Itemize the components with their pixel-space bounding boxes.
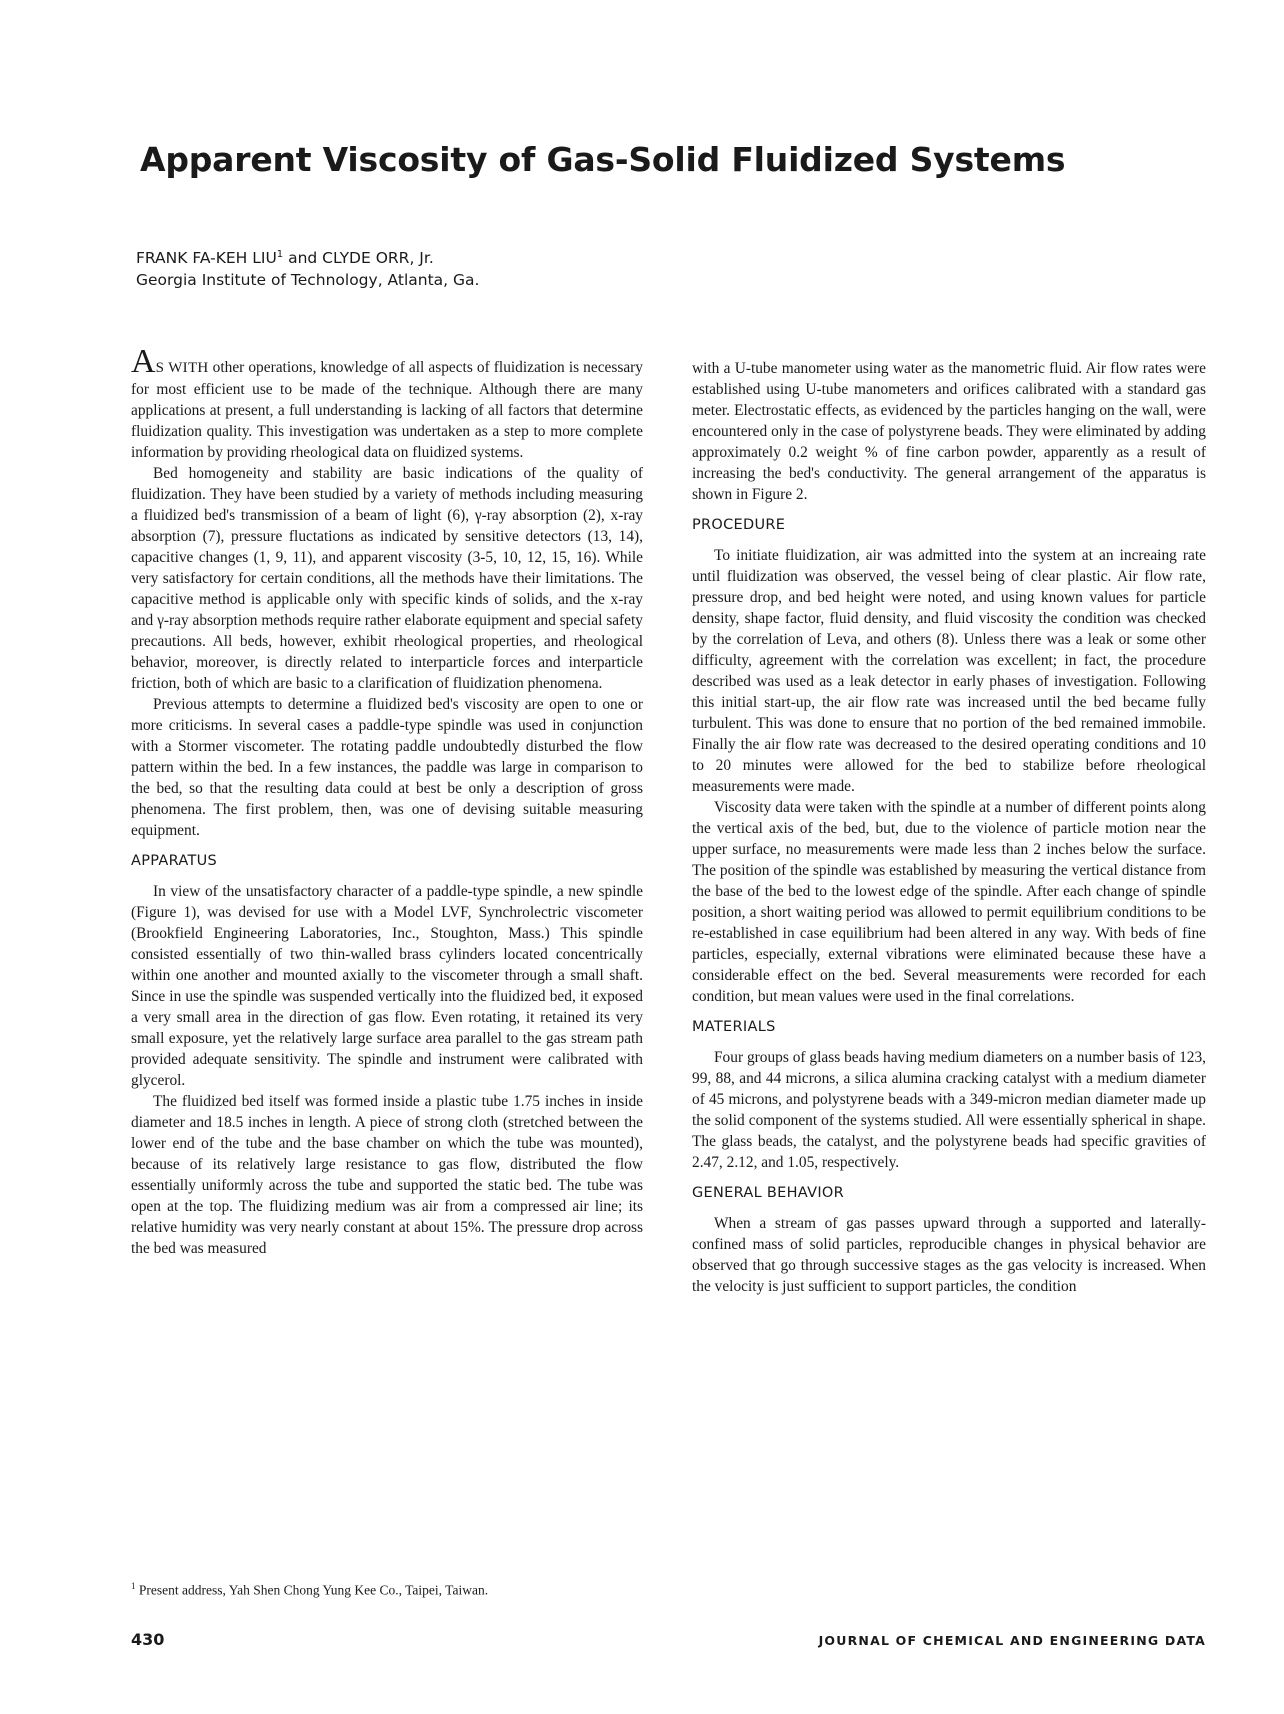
author-names bbox=[136, 244, 479, 269]
author-2-name: and CLYDE ORR, Jr. bbox=[283, 249, 434, 268]
general-behavior-paragraph-1: When a stream of gas passes upward through a supported and laterally-confined mass of solid particles, reproducible changes in physical behavior are observed that go through successive stages as the gas velocity is increased. When the velocity is just sufficient to support particles, the condition bbox=[692, 1215, 1206, 1295]
journal-name: JOURNAL OF CHEMICAL AND ENGINEERING DATA bbox=[818, 1633, 1206, 1648]
section-heading-materials: MATERIALS bbox=[692, 1019, 776, 1035]
materials-paragraph-1: Four groups of glass beads having medium diameters on a number basis of 123, 99, 88, and 44 microns, a silica alumina cracking catalyst with a medium diameter of 45 microns, and polystyrene beads with a 349-micron median diameter made up the solid component of the systems studied. All were essentially spherical in shape. The glass beads, the catalyst, and the polystyrene beads had specific gravities of 2.47, 2.12, and 1.05, respectively. bbox=[692, 1049, 1206, 1171]
section-heading-procedure: PROCEDURE bbox=[692, 517, 786, 533]
left-column bbox=[131, 343, 643, 1259]
page-number: 430 bbox=[131, 1630, 165, 1649]
apparatus-paragraph-2: The fluidized bed itself was formed inside a plastic tube 1.75 inches in inside diameter and 18.5 inches in length. A piece of strong cloth (stretched between the lower end of the tube and the base chamber on which the tube was mounted), because of its relatively large resistance to gas flow, distributed the flow essentially uniformly across the tube and supported the static bed. The tube was open at the top. The fluidizing medium was air from a compressed air line; its relative humidity was very nearly constant at about 15%. The pressure drop across the bed was measured bbox=[131, 1093, 643, 1257]
author-1-name: FRANK FA-KEH LIU bbox=[136, 249, 277, 268]
drop-cap: A bbox=[131, 343, 156, 380]
author-affiliation: Georgia Institute of Technology, Atlanta, Ga. bbox=[136, 271, 480, 290]
section-heading-general-behavior: GENERAL BEHAVIOR bbox=[692, 1185, 844, 1201]
procedure-paragraph-2: Viscosity data were taken with the spindle at a number of different points along the vertical axis of the bed, but, due to the violence of particle motion near the upper surface, no measurements were made less than 2 inches below the surface. The position of the spindle was established by measuring the vertical distance from the base of the bed to the lowest edge of the spindle. After each change of spindle position, a short waiting period was allowed to permit equilibrium conditions to be re-established in case equilibrium had been altered in any way. With beds of fine particles, especially, external vibrations were eliminated because these have a considerable effect on the bed. Several measurements were recorded for each condition, but mean values were used in the final correlations. bbox=[692, 799, 1206, 1005]
intro-paragraph-1 bbox=[131, 343, 643, 463]
footnote-marker: 1 bbox=[276, 249, 284, 260]
footnote-text: Present address, Yah Shen Chong Yung Kee Co., Taipei, Taiwan. bbox=[135, 1582, 489, 1598]
article-title: Apparent Viscosity of Gas-Solid Fluidized Systems bbox=[140, 140, 1066, 179]
author-block bbox=[136, 244, 479, 291]
procedure-paragraph-1: To initiate fluidization, air was admitted into the system at an increaing rate until fluidization was observed, the vessel being of clear plastic. Air flow rate, pressure drop, and bed height were noted, and using known values for particle density, shape factor, fluid density, and fluid viscosity the condition was checked by the correlation of Leva, and others (8). Unless there was a leak or some other difficulty, agreement with the correlation was excellent; in fact, the procedure described was used as a leak detector in early phases of investigation. Following this initial start-up, the air flow rate was increased until the bed became fully turbulent. This was done to ensure that no portion of the bed remained immobile. Finally the air flow rate was decreased to the desired operating conditions and 10 to 20 minutes were allowed for the bed to stabilize before rheological measurements were made. bbox=[692, 547, 1206, 795]
section-heading-apparatus: APPARATUS bbox=[131, 853, 218, 869]
lead-in-smallcaps: S WITH bbox=[155, 360, 209, 376]
apparatus-paragraph-3: with a U-tube manometer using water as the manometric fluid. Air flow rates were established using U-tube manometers and orifices calibrated with a standard gas meter. Electrostatic effects, as evidenced by the particles hanging on the wall, were encountered only in the case of polystyrene beads. They were eliminated by adding approximately 0.2 weight % of fine carbon powder, apparently as a result of increasing the bed's conductivity. The general arrangement of the apparatus is shown in Figure 2. bbox=[692, 360, 1206, 503]
intro-paragraph-3: Previous attempts to determine a fluidized bed's viscosity are open to one or more criticisms. In several cases a paddle-type spindle was used in conjunction with a Stormer viscometer. The rotating paddle undoubtedly disturbed the flow pattern within the bed. In a few instances, the paddle was large in comparison to the bed, so that the resulting data could at best be only a description of gross phenomena. The first problem, then, was one of devising suitable measuring equipment. bbox=[131, 696, 643, 839]
apparatus-paragraph-1: In view of the unsatisfactory character of a paddle-type spindle, a new spindle (Figure 1), was devised for use with a Model LVF, Synchrolectric viscometer (Brookfield Engineering Laboratories, Inc., Stoughton, Mass.) This spindle consisted essentially of two thin-walled brass cylinders located concentrically within one another and mounted axially to the viscometer through a small shaft. Since in use the spindle was suspended vertically into the fluidized bed, it exposed a very small area in the direction of gas flow. Even rotating, it retained its very small exposure, yet the relatively large surface area parallel to the gas stream path provided adequate sensitivity. The spindle and instrument were calibrated with glycerol. bbox=[131, 883, 643, 1089]
intro-paragraph-2: Bed homogeneity and stability are basic indications of the quality of fluidization. They have been studied by a variety of methods including measuring a fluidized bed's transmission of a beam of light (6), γ-ray absorption (2), x-ray absorption (7), pressure fluctations as indicated by sensitive detectors (13, 14), capacitive changes (1, 9, 11), and apparent viscosity (3-5, 10, 12, 15, 16). While very satisfactory for certain conditions, all the methods have their limitations. The capacitive method is applicable only with specific kinds of solids, and the x-ray and γ-ray absorption methods require rather elaborate equipment and special safety precautions. All beds, however, exhibit rheological properties, and rheological behavior, moreover, is directly related to interparticle forces and interparticle friction, both of which are basic to a clarification of fluidization phenomena. bbox=[131, 465, 643, 692]
right-column bbox=[692, 358, 1206, 1297]
intro-text-1: other operations, knowledge of all aspects of fluidization is necessary for most efficient use to be made of the technique. Although there are many applications at present, a full understanding is lacking of all factors that determine fluidization quality. This investigation was undertaken as a step to more complete information by providing rheological data on fluidized systems. bbox=[131, 359, 643, 461]
footnote bbox=[131, 1577, 651, 1600]
footnote-number: 1 bbox=[131, 1581, 136, 1591]
